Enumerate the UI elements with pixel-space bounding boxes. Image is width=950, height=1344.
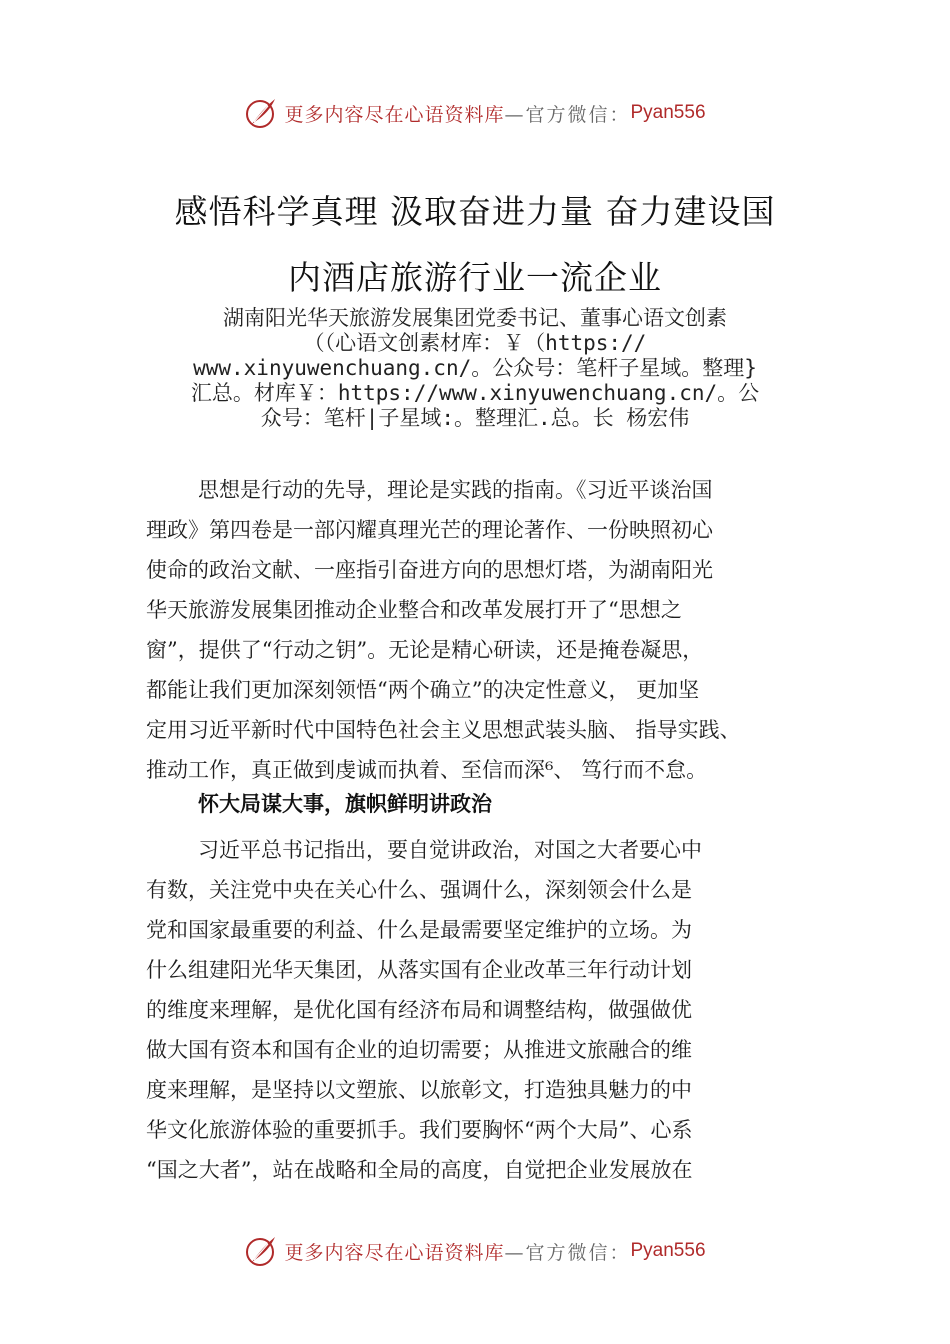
banner-wechat-id: Pyan556 (630, 102, 706, 123)
text-line: 思想是行动的先导，理论是实践的指南。《习近平谈治国 (198, 478, 713, 502)
byline-line: 众号：笔杆|子星域:。整理汇.总。长 杨宏伟 (260, 406, 690, 430)
text-line: 华天旅游发展集团推动企业整合和改革发展打开了“思想之 (146, 598, 682, 622)
author-byline (150, 306, 800, 431)
text-line: 华文化旅游体验的重要抓手。我们要胸怀“两个大局”、心系 (146, 1118, 693, 1142)
banner-site-text: 更多内容尽在心语资料库 (284, 103, 505, 126)
banner-site-text: 更多内容尽在心语资料库 (284, 1241, 505, 1264)
banner-wechat-id: Pyan556 (630, 1240, 706, 1261)
byline-line: 湖南阳光华天旅游发展集团党委书记、董事心语文创素 (223, 306, 727, 330)
text-line: 有数，关注党中央在关心什么、强调什么，深刻领会什么是 (146, 878, 692, 902)
text-line: 什么组建阳光华天集团，从落实国有企业改革三年行动计划 (146, 958, 692, 982)
header-banner (0, 96, 950, 130)
document-title-line-1: 感悟科学真理 汲取奋进力量 奋力建设国 (174, 192, 776, 231)
text-line: 理政》第四卷是一部闪耀真理光芒的理论著作、一份映照初心 (146, 518, 713, 542)
banner-wechat-label: —官方微信： (504, 103, 631, 126)
byline-line: www.xinyuwenchuang.cn/。公众号：笔杆子星域。整理} (193, 356, 757, 380)
text-line: 习近平总书记指出，要自觉讲政治，对国之大者要心中 (198, 838, 702, 862)
text-line: 的维度来理解，是优化国有经济布局和调整结构，做强做优 (146, 998, 692, 1022)
feather-pen-icon (244, 96, 278, 130)
text-line: 使命的政治文献、一座指引奋进方向的思想灯塔，为湖南阳光 (146, 558, 713, 582)
document-title-line-2: 内酒店旅游行业一流企业 (288, 258, 662, 297)
text-line: 党和国家最重要的利益、什么是最需要坚定维护的立场。为 (146, 918, 692, 942)
text-line: 度来理解，是坚持以文塑旅、以旅彰文，打造独具魅力的中 (146, 1078, 692, 1102)
section-heading: 怀大局谋大事，旗帜鲜明讲政治 (198, 792, 492, 816)
text-line: “国之大者”，站在战略和全局的高度，自觉把企业发展放在 (146, 1158, 693, 1182)
text-line: 定用习近平新时代中国特色社会主义思想武装头脑、 指导实践、 (146, 718, 741, 742)
text-line: 做大国有资本和国有企业的迫切需要；从推进文旅融合的维 (146, 1038, 692, 1062)
footer-banner (0, 1234, 950, 1268)
intro-paragraph (146, 470, 836, 790)
text-line: 窗”，提供了“行动之钥”。无论是精心研读，还是掩卷凝思， (146, 638, 704, 662)
feather-pen-icon (244, 1234, 278, 1268)
byline-line: 汇总。材库￥：https://www.xinyuwenchuang.cn/。公 (190, 381, 760, 405)
byline-line: （（心语文创素材库：￥（https:// (303, 331, 647, 355)
text-line: 都能让我们更加深刻领悟“两个确立”的决定性意义， 更加坚 (146, 678, 700, 702)
banner-wechat-label: —官方微信： (504, 1241, 631, 1264)
text-line: 推动工作，真正做到虔诚而执着、至信而深⁶、 笃行而不怠。 (146, 758, 708, 782)
section-paragraph (146, 830, 836, 1190)
